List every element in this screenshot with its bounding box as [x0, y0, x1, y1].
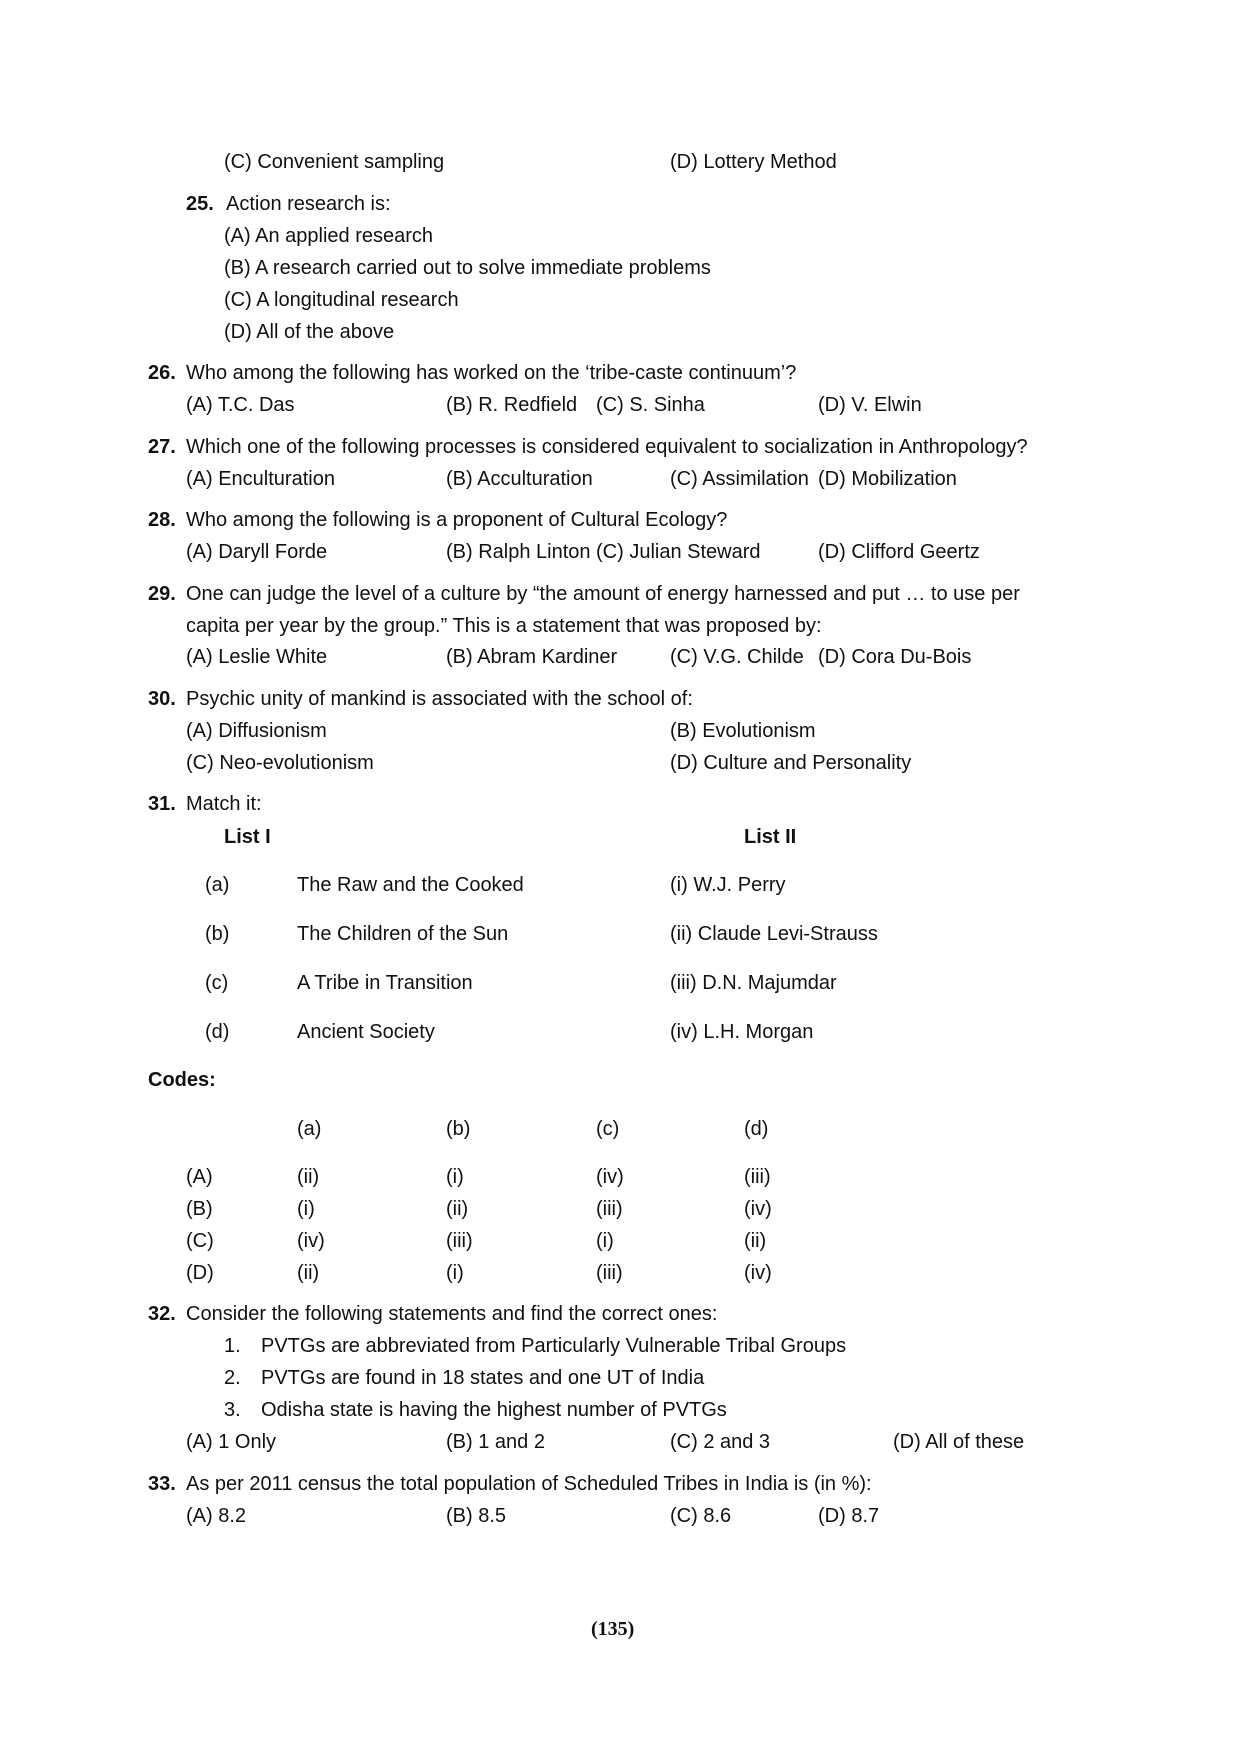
q33-option-b: (B) 8.5: [446, 1505, 507, 1527]
list1-header: List I: [224, 826, 271, 848]
match-row-match: (iv) L.H. Morgan: [670, 1021, 814, 1043]
q28-number: 28.: [148, 509, 176, 531]
match-row-label: (c): [205, 972, 229, 994]
q30-text: Psychic unity of mankind is associated with the school of:: [186, 688, 693, 710]
codes-option: (B): [186, 1198, 213, 1220]
codes-cell: (ii): [446, 1198, 469, 1220]
q30-option-b: (B) Evolutionism: [670, 720, 816, 742]
codes-cell: (iv): [297, 1230, 325, 1252]
codes-header-d: (d): [744, 1118, 769, 1140]
codes-header-b: (b): [446, 1118, 471, 1140]
codes-label: Codes:: [148, 1069, 216, 1091]
q29-option-d: (D) Cora Du-Bois: [818, 646, 972, 668]
q32-option-a: (A) 1 Only: [186, 1431, 277, 1453]
q25-option-d: (D) All of the above: [224, 321, 395, 343]
q28-option-d: (D) Clifford Geertz: [818, 541, 980, 563]
q29-text-line1: One can judge the level of a culture by “the amount of energy harnessed and put … to use per: [186, 583, 1020, 605]
q30-number: 30.: [148, 688, 176, 710]
q32-statement-num: 1.: [224, 1335, 241, 1357]
q32-option-b: (B) 1 and 2: [446, 1431, 545, 1453]
q27-option-a: (A) Enculturation: [186, 468, 335, 490]
match-row-match: (ii) Claude Levi-Strauss: [670, 923, 878, 945]
q32-statement: Odisha state is having the highest number of PVTGs: [261, 1399, 727, 1421]
q26-option-b: (B) R. Redfield: [446, 394, 578, 416]
q33-option-c: (C) 8.6: [670, 1505, 732, 1527]
q28-option-c: (C) Julian Steward: [596, 541, 761, 563]
q31-number: 31.: [148, 793, 176, 815]
q27-option-d: (D) Mobilization: [818, 468, 957, 490]
q25-option-b: (B) A research carried out to solve immediate problems: [224, 257, 711, 279]
list2-header: List II: [744, 826, 797, 848]
q26-option-d: (D) V. Elwin: [818, 394, 922, 416]
match-row-match: (i) W.J. Perry: [670, 874, 786, 896]
q25-option-a: (A) An applied research: [224, 225, 434, 247]
codes-cell: (i): [446, 1262, 464, 1284]
page-number: (135): [591, 1618, 635, 1640]
q30-option-c: (C) Neo-evolutionism: [186, 752, 374, 774]
q29-text-line2: capita per year by the group.” This is a statement that was proposed by:: [186, 615, 822, 637]
q33-text: As per 2011 census the total population of Scheduled Tribes in India is (in %):: [186, 1473, 872, 1495]
codes-cell: (ii): [297, 1262, 320, 1284]
match-row-label: (b): [205, 923, 230, 945]
match-row-item: Ancient Society: [297, 1021, 435, 1043]
q31-text: Match it:: [186, 793, 262, 815]
q24-option-d: (D) Lottery Method: [670, 151, 837, 173]
q27-option-b: (B) Acculturation: [446, 468, 593, 490]
q33-option-a: (A) 8.2: [186, 1505, 247, 1527]
q24-option-c: (C) Convenient sampling: [224, 151, 445, 173]
q32-statement: PVTGs are abbreviated from Particularly Vulnerable Tribal Groups: [261, 1335, 847, 1357]
q32-option-d: (D) All of these: [893, 1431, 1025, 1453]
q29-number: 29.: [148, 583, 176, 605]
codes-cell: (ii): [744, 1230, 767, 1252]
q25-number: 25.: [186, 193, 214, 215]
q27-number: 27.: [148, 436, 176, 458]
codes-cell: (iii): [446, 1230, 473, 1252]
match-row-item: The Raw and the Cooked: [297, 874, 524, 896]
q30-option-a: (A) Diffusionism: [186, 720, 327, 742]
codes-option: (C): [186, 1230, 214, 1252]
q33-number: 33.: [148, 1473, 176, 1495]
codes-cell: (i): [446, 1166, 464, 1188]
match-row-item: A Tribe in Transition: [297, 972, 473, 994]
codes-cell: (iv): [744, 1262, 772, 1284]
q27-option-c: (C) Assimilation: [670, 468, 809, 490]
q26-number: 26.: [148, 362, 176, 384]
codes-cell: (ii): [297, 1166, 320, 1188]
codes-option: (A): [186, 1166, 213, 1188]
q32-text: Consider the following statements and find the correct ones:: [186, 1303, 718, 1325]
q26-option-a: (A) T.C. Das: [186, 394, 295, 416]
codes-cell: (iv): [744, 1198, 772, 1220]
q26-text: Who among the following has worked on the ‘tribe-caste continuum’?: [186, 362, 797, 384]
codes-cell: (iv): [596, 1166, 624, 1188]
q32-statement-num: 3.: [224, 1399, 241, 1421]
q28-option-b: (B) Ralph Linton: [446, 541, 591, 563]
codes-header-a: (a): [297, 1118, 322, 1140]
codes-header-c: (c): [596, 1118, 620, 1140]
q32-number: 32.: [148, 1303, 176, 1325]
q27-text: Which one of the following processes is considered equivalent to socialization in Anthropology?: [186, 436, 1028, 458]
q30-option-d: (D) Culture and Personality: [670, 752, 912, 774]
q26-option-c: (C) S. Sinha: [596, 394, 705, 416]
match-row-item: The Children of the Sun: [297, 923, 509, 945]
codes-option: (D): [186, 1262, 214, 1284]
match-row-label: (d): [205, 1021, 230, 1043]
codes-cell: (i): [596, 1230, 614, 1252]
match-row-match: (iii) D.N. Majumdar: [670, 972, 837, 994]
q25-text: Action research is:: [226, 193, 391, 215]
q32-statement: PVTGs are found in 18 states and one UT of India: [261, 1367, 705, 1389]
q28-option-a: (A) Daryll Forde: [186, 541, 328, 563]
q28-text: Who among the following is a proponent of Cultural Ecology?: [186, 509, 728, 531]
q32-option-c: (C) 2 and 3: [670, 1431, 771, 1453]
q29-option-b: (B) Abram Kardiner: [446, 646, 618, 668]
q29-option-c: (C) V.G. Childe: [670, 646, 804, 668]
codes-cell: (iii): [744, 1166, 771, 1188]
q32-statement-num: 2.: [224, 1367, 241, 1389]
codes-cell: (iii): [596, 1198, 623, 1220]
codes-cell: (i): [297, 1198, 315, 1220]
q29-option-a: (A) Leslie White: [186, 646, 328, 668]
q25-option-c: (C) A longitudinal research: [224, 289, 459, 311]
codes-cell: (iii): [596, 1262, 623, 1284]
q33-option-d: (D) 8.7: [818, 1505, 880, 1527]
match-row-label: (a): [205, 874, 230, 896]
